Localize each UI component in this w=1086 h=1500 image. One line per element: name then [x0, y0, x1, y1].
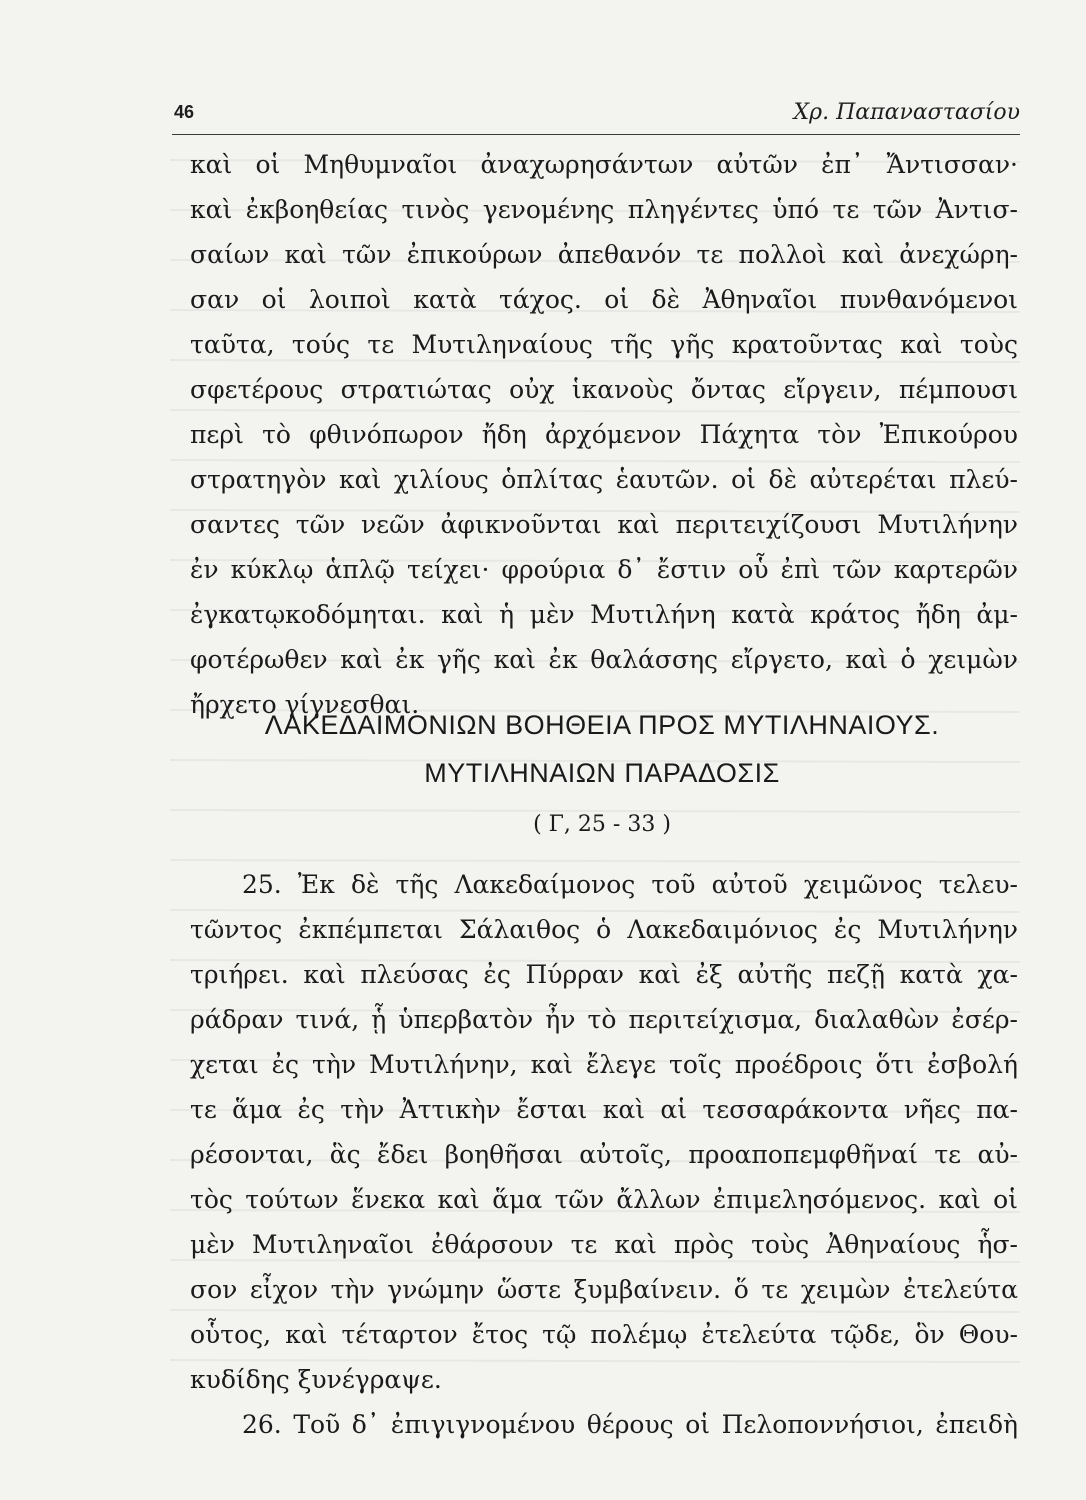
text-line: στρατηγὸν καὶ χιλίους ὁπλίτας ἑαυτῶν. οἱ δὲ αὐτερέται πλεύ-	[190, 465, 1018, 494]
section-heading-line-1: ΛΑΚΕΔΑΙΜΟΝΙΩΝ ΒΟΗΘΕΙΑ ΠΡΟΣ ΜΥΤΙΛΗΝΑΙΟΥΣ.	[264, 710, 940, 740]
text-line: σαν οἱ λοιποὶ κατὰ τάχος. οἱ δὲ Ἀθηναῖοι πυνθανόμενοι	[190, 285, 1018, 314]
text-line: 25. Ἐκ δὲ τῆς Λακεδαίμονος τοῦ αὐτοῦ χειμῶνος τελευ-	[242, 870, 1018, 899]
text-line: περὶ τὸ φθινόπωρον ἤδη ἀρχόμενον Πάχητα τὸν Ἐπικούρου	[190, 420, 1018, 449]
text-line: 26. Τοῦ δ᾽ ἐπιγιγνομένου θέρους οἱ Πελοποννήσιοι, ἐπειδὴ	[242, 1410, 1018, 1439]
text-line: σφετέρους στρατιώτας οὐχ ἱκανοὺς ὄντας εἴργειν, πέμπουσι	[190, 375, 1018, 404]
text-line: ταῦτα, τούς τε Μυτιληναίους τῆς γῆς κρατοῦντας καὶ τοὺς	[190, 330, 1018, 359]
page-header	[172, 100, 1020, 135]
running-head: Χρ. Παπαναστασίου	[793, 100, 1020, 125]
text-line: ἐν κύκλῳ ἁπλῷ τείχει· φρούρια δ᾽ ἔστιν οὗ ἐπὶ τῶν καρτερῶν	[190, 555, 1018, 584]
text-line: μὲν Μυτιληναῖοι ἐθάρσουν τε καὶ πρὸς τοὺς Ἀθηναίους ἧσ-	[190, 1230, 1018, 1259]
text-line: σον εἶχον τὴν γνώμην ὥστε ξυμβαίνειν. ὅ τε χειμὼν ἐτελεύτα	[190, 1275, 1018, 1304]
section-reference: ( Γ, 25 - 33 )	[533, 812, 671, 837]
text-line: τῶντος ἐκπέμπεται Σάλαιθος ὁ Λακεδαιμόνιος ἐς Μυτιλήνην	[190, 915, 1018, 944]
text-line: ἤρχετο γίγνεσθαι.	[190, 690, 420, 719]
text-line: ράδραν τινά, ᾗ ὑπερβατὸν ἦν τὸ περιτείχισμα, διαλαθὼν ἐσέρ-	[190, 1005, 1018, 1034]
section-heading-line-2: ΜΥΤΙΛΗΝΑΙΩΝ ΠΑΡΑΔΟΣΙΣ	[424, 758, 780, 788]
text-line: φοτέρωθεν καὶ ἐκ γῆς καὶ ἐκ θαλάσσης εἴργετο, καὶ ὁ χειμὼν	[190, 645, 1018, 674]
text-line: χεται ἐς τὴν Μυτιλήνην, καὶ ἔλεγε τοῖς προέδροις ὅτι ἐσβολή	[190, 1050, 1018, 1079]
text-line: τριήρει. καὶ πλεύσας ἐς Πύρραν καὶ ἐξ αὐτῆς πεζῇ κατὰ χα-	[190, 960, 1018, 989]
text-line: ρέσονται, ἃς ἔδει βοηθῆσαι αὐτοῖς, προαποπεμφθῆναί τε αὐ-	[190, 1140, 1018, 1169]
page-number: 46	[174, 102, 195, 122]
text-line: τὸς τούτων ἕνεκα καὶ ἅμα τῶν ἄλλων ἐπιμελησόμενος. καὶ οἱ	[190, 1185, 1018, 1214]
text-line: καὶ ἐκβοηθείας τινὸς γενομένης πληγέντες ὑπό τε τῶν Ἀντισ-	[190, 195, 1018, 224]
text-line: οὗτος, καὶ τέταρτον ἔτος τῷ πολέμῳ ἐτελεύτα τῷδε, ὃν Θου-	[190, 1320, 1018, 1349]
text-line: καὶ οἱ Μηθυμναῖοι ἀναχωρησάντων αὐτῶν ἐπ᾽ Ἄντισσαν·	[190, 150, 1018, 179]
text-line: σαντες τῶν νεῶν ἀφικνοῦνται καὶ περιτειχίζουσι Μυτιλήνην	[190, 510, 1018, 539]
text-line: κυδίδης ξυνέγραψε.	[190, 1365, 442, 1394]
text-line: σαίων καὶ τῶν ἐπικούρων ἀπεθανόν τε πολλοὶ καὶ ἀνεχώρη-	[190, 240, 1018, 269]
text-line: ἐγκατῳκοδόμηται. καὶ ἡ μὲν Μυτιλήνη κατὰ κράτος ἤδη ἀμ-	[190, 600, 1018, 629]
text-line: τε ἅμα ἐς τὴν Ἀττικὴν ἔσται καὶ αἱ τεσσαράκοντα νῆες πα-	[190, 1095, 1018, 1124]
